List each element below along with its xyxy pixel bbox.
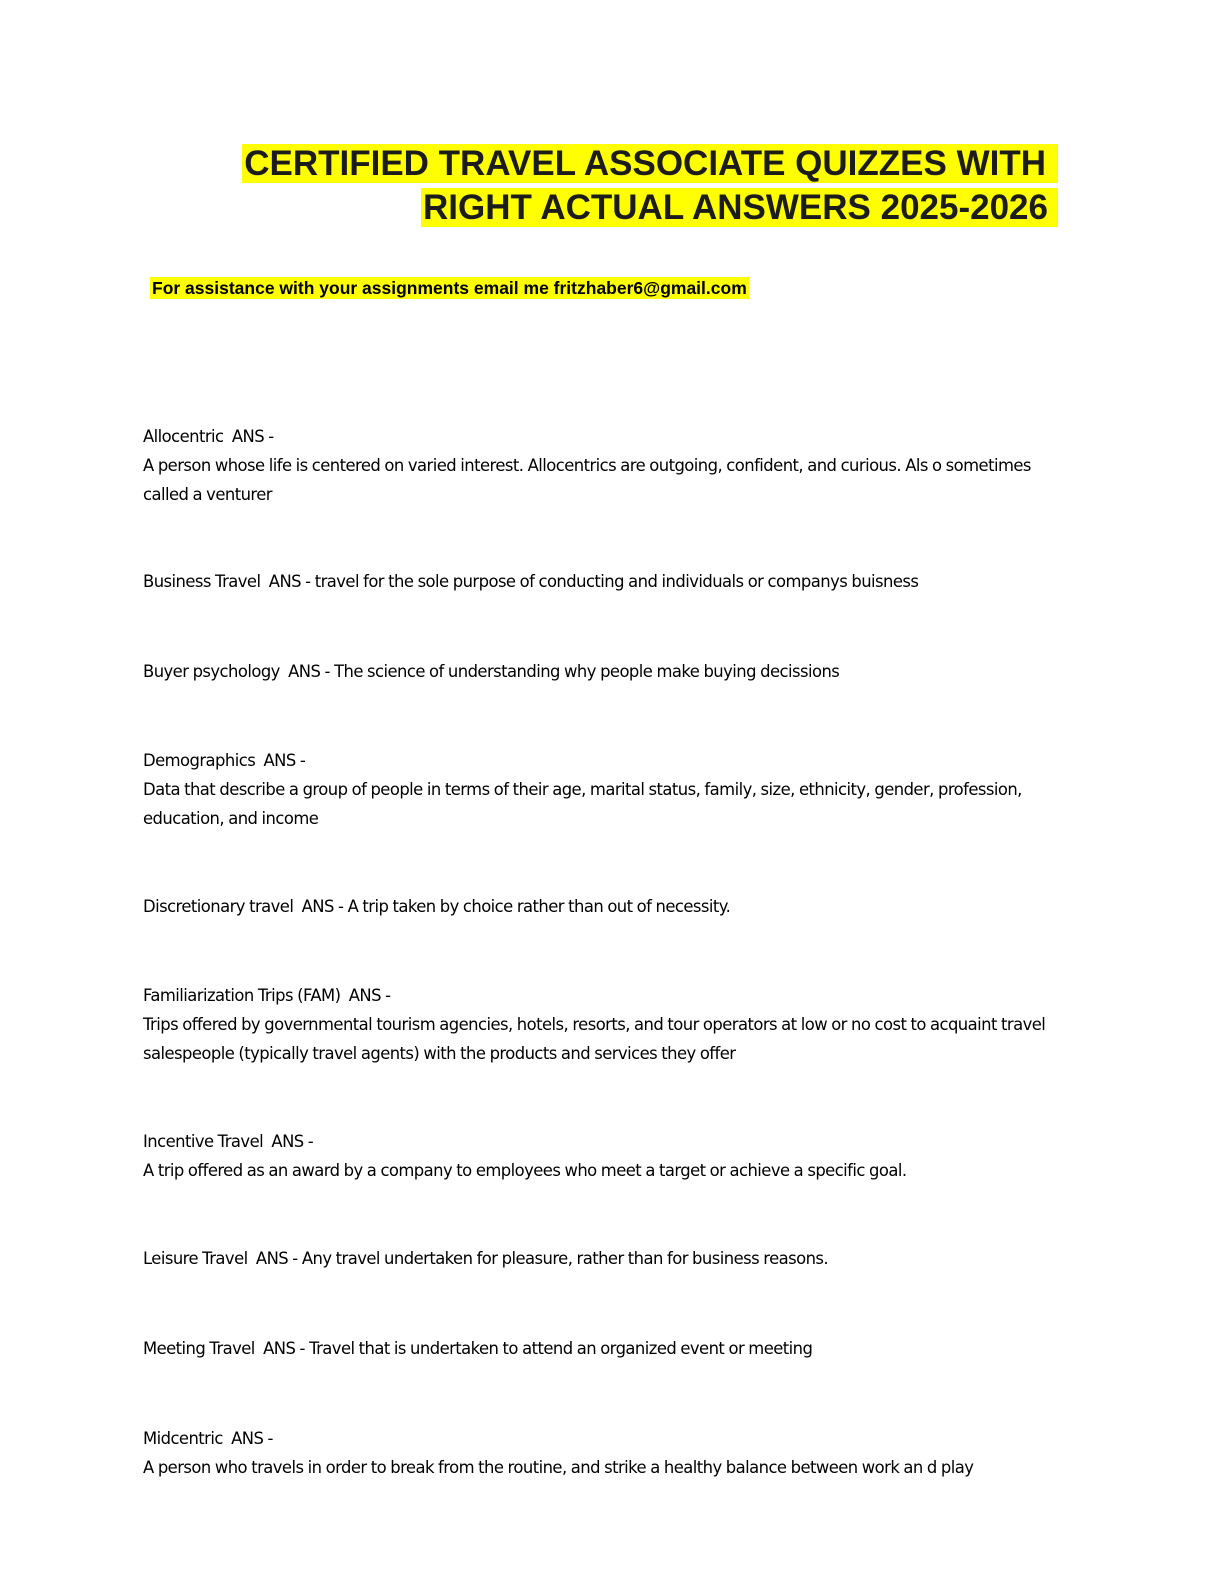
entry-definition: travel for the sole purpose of conducting and individuals or companys buisness	[314, 572, 919, 591]
glossary-entry-discretionary-travel	[143, 892, 1073, 921]
entry-term: Demographics ANS -	[143, 751, 306, 770]
entry-definition: Travel that is undertaken to attend an organized event or meeting	[309, 1339, 813, 1358]
glossary-entry-buyer-psychology	[143, 657, 1073, 686]
glossary-entry-familiarization-trips	[143, 981, 1073, 1068]
entry-term: Meeting Travel ANS -	[143, 1339, 310, 1358]
glossary-entry-allocentric	[143, 422, 1073, 509]
document-title	[242, 142, 1058, 230]
contact-note	[150, 276, 749, 300]
glossary-entry-incentive-travel	[143, 1127, 1073, 1185]
entry-definition: Any travel undertaken for pleasure, rather than for business reasons.	[301, 1249, 829, 1268]
entry-term: Buyer psychology ANS -	[143, 662, 335, 681]
entry-definition: A trip taken by choice rather than out of necessity.	[347, 897, 731, 916]
entry-term: Business Travel ANS -	[143, 572, 315, 591]
contact-text: For assistance with your assignments email me fritzhaber6@gmail.com	[152, 278, 747, 298]
entry-term: Allocentric ANS -	[143, 427, 274, 446]
entry-term: Discretionary travel ANS -	[143, 897, 348, 916]
entry-term: Leisure Travel ANS -	[143, 1249, 302, 1268]
glossary-entry-leisure-travel	[143, 1244, 1073, 1273]
glossary-entry-business-travel	[143, 567, 1073, 596]
entry-definition: Data that describe a group of people in terms of their age, marital status, family, size, ethnicity, gender, profession, education, and income	[143, 780, 1022, 828]
entry-term: Incentive Travel ANS -	[143, 1132, 314, 1151]
entry-definition: The science of understanding why people make buying decissions	[334, 662, 840, 681]
entry-definition: A trip offered as an award by a company to employees who meet a target or achieve a specific goal.	[143, 1161, 907, 1180]
glossary-entry-demographics	[143, 746, 1073, 833]
glossary-entry-meeting-travel	[143, 1334, 1073, 1363]
entry-definition: A person who travels in order to break from the routine, and strike a healthy balance between work an d play	[143, 1458, 974, 1477]
entry-definition: Trips offered by governmental tourism agencies, hotels, resorts, and tour operators at low or no cost to acquaint travel salespeople (typically travel agents) with the products and services they offer	[143, 1015, 1046, 1063]
entry-term: Familiarization Trips (FAM) ANS -	[143, 986, 391, 1005]
title-line-2: RIGHT ACTUAL ANSWERS 2025-2026	[421, 188, 1058, 227]
entry-term: Midcentric ANS -	[143, 1429, 273, 1448]
title-line-1: CERTIFIED TRAVEL ASSOCIATE QUIZZES WITH	[242, 144, 1058, 183]
glossary-entry-midcentric	[143, 1424, 1073, 1482]
entry-definition: A person whose life is centered on varied interest. Allocentrics are outgoing, confident, and curious. Als o sometimes called a venturer	[143, 456, 1031, 504]
